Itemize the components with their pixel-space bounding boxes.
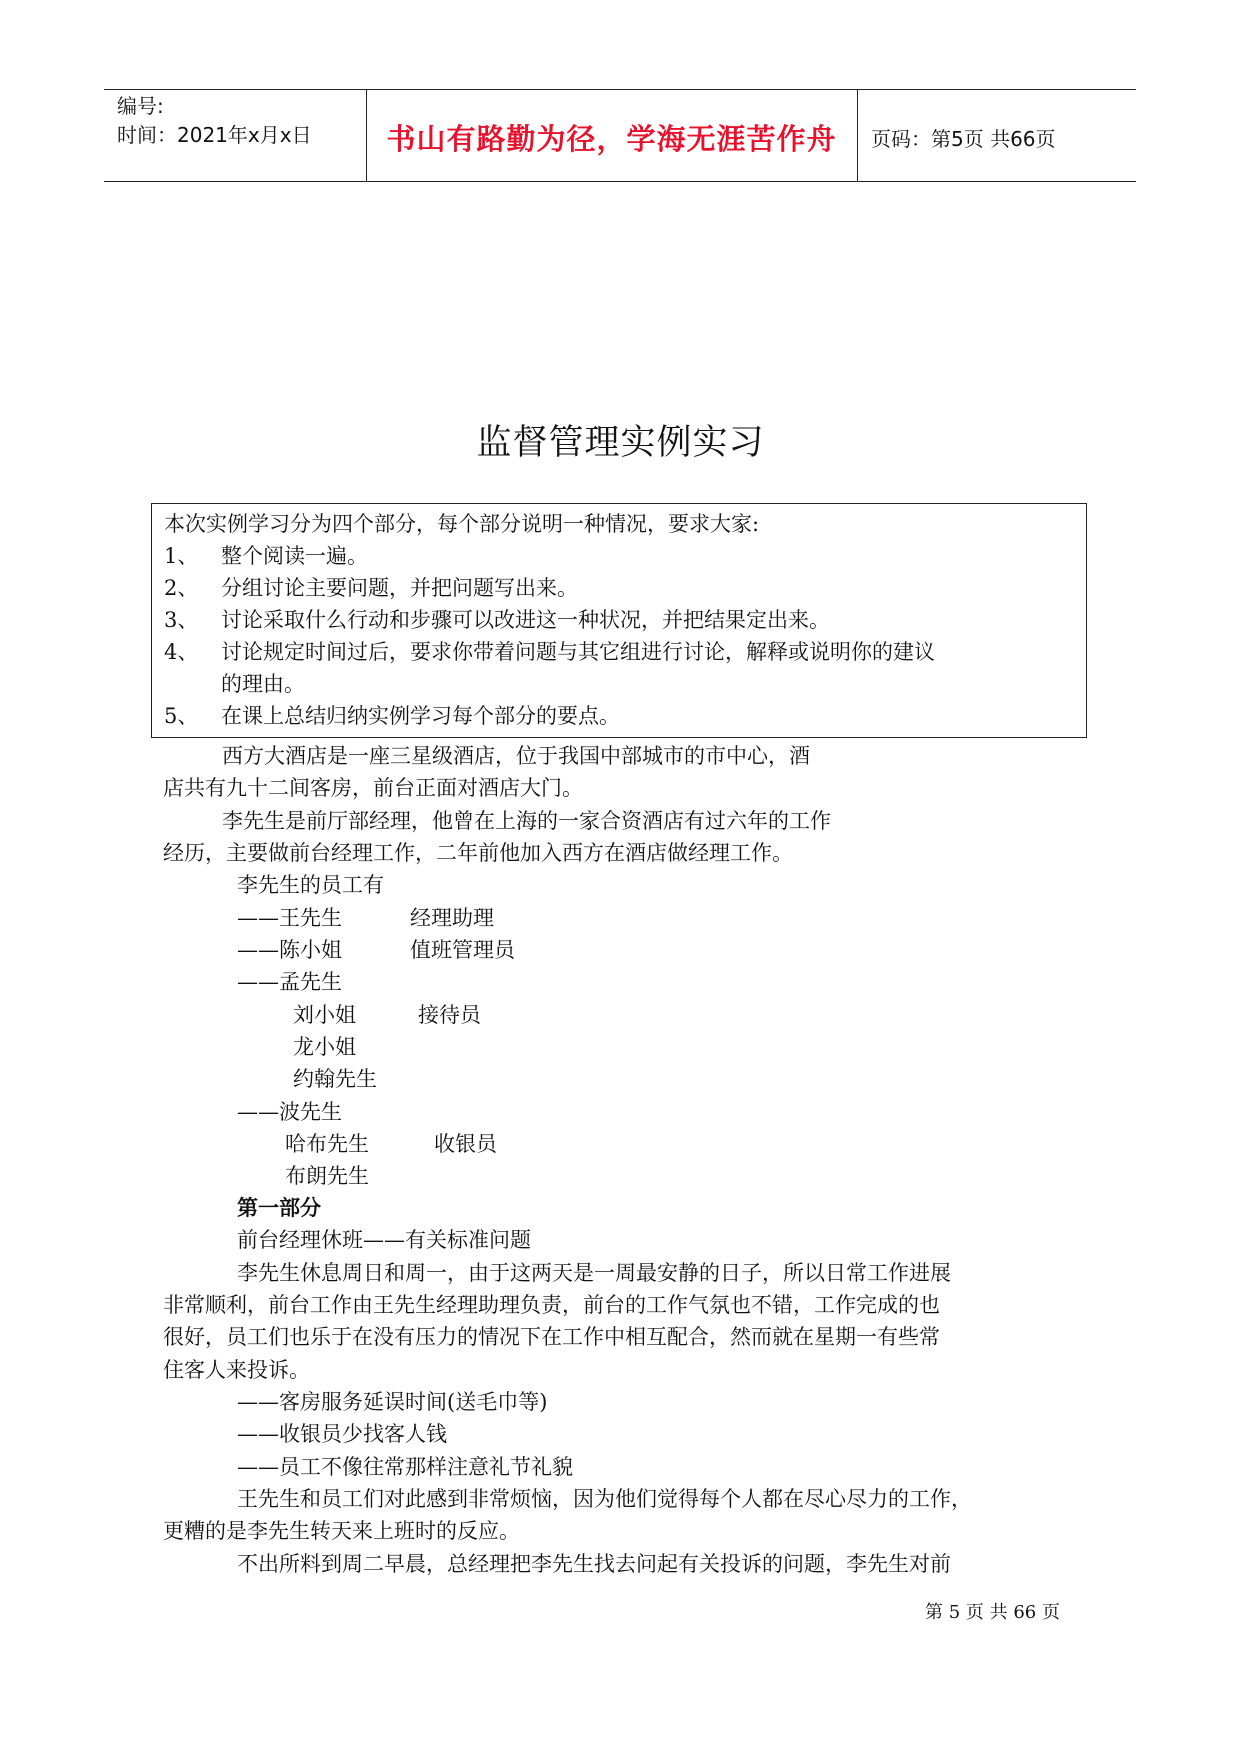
header-motto: 书山有路勤为径，学海无涯苦作舟 xyxy=(386,122,837,156)
staff-name: ——孟先生 xyxy=(237,970,342,994)
header-bottom-rule xyxy=(104,181,1136,182)
document-title: 监督管理实例实习 xyxy=(476,423,765,463)
complaint-item: ——员工不像往常那样注意礼节礼貌 xyxy=(237,1455,573,1479)
staff-role: 接待员 xyxy=(418,1003,481,1027)
staff-name: ——陈小姐 xyxy=(237,938,342,962)
instruction-number: 4、 xyxy=(164,640,199,664)
section-subtitle: 前台经理休班——有关标准问题 xyxy=(237,1228,531,1252)
paragraph-line: 不出所料到周二早晨，总经理把李先生找去问起有关投诉的问题，李先生对前 xyxy=(237,1552,951,1576)
paragraph-line: 李先生休息周日和周一，由于这两天是一周最安静的日子，所以日常工作进展 xyxy=(237,1261,951,1285)
paragraph-line: 住客人来投诉。 xyxy=(163,1358,310,1382)
section-heading: 第一部分 xyxy=(237,1196,321,1220)
header-time-label: 时间：2021年x月x日 xyxy=(117,123,312,147)
header-top-rule xyxy=(104,89,1136,90)
instruction-number: 2、 xyxy=(164,576,199,600)
staff-name: 约翰先生 xyxy=(293,1067,377,1091)
instruction-text: 在课上总结归纳实例学习每个部分的要点。 xyxy=(221,704,620,728)
instructions-box xyxy=(151,503,1087,738)
staff-name: 布朗先生 xyxy=(285,1164,369,1188)
staff-name: 哈布先生 xyxy=(285,1132,369,1156)
staff-name: ——波先生 xyxy=(237,1100,342,1124)
instruction-number: 1、 xyxy=(164,544,199,568)
paragraph-line: 经历，主要做前台经理工作，二年前他加入西方在酒店做经理工作。 xyxy=(163,841,793,865)
paragraph-line: 李先生是前厅部经理，他曾在上海的一家合资酒店有过六年的工作 xyxy=(222,809,831,833)
paragraph-line: 西方大酒店是一座三星级酒店，位于我国中部城市的市中心，酒 xyxy=(222,744,810,768)
staff-intro: 李先生的员工有 xyxy=(237,873,384,897)
staff-role: 收银员 xyxy=(434,1132,497,1156)
paragraph-line: 更糟的是李先生转天来上班时的反应。 xyxy=(163,1519,520,1543)
header-page-label: 页码：第5页 共66页 xyxy=(871,127,1056,151)
complaint-item: ——收银员少找客人钱 xyxy=(237,1422,447,1446)
page-footer: 第 5 页 共 66 页 xyxy=(925,1602,1060,1623)
instruction-text-continued: 的理由。 xyxy=(221,672,305,696)
header-number-label: 编号: xyxy=(117,94,164,118)
instruction-number: 5、 xyxy=(164,704,199,728)
staff-name: 刘小姐 xyxy=(293,1003,356,1027)
instructions-intro: 本次实例学习分为四个部分，每个部分说明一种情况，要求大家: xyxy=(164,512,760,536)
instruction-text: 讨论规定时间过后，要求你带着问题与其它组进行讨论，解释或说明你的建议 xyxy=(221,640,935,664)
instruction-text: 分组讨论主要问题，并把问题写出来。 xyxy=(221,576,578,600)
header-meta xyxy=(117,92,312,150)
paragraph-line: 店共有九十二间客房，前台正面对酒店大门。 xyxy=(163,776,583,800)
instruction-text: 整个阅读一遍。 xyxy=(221,544,368,568)
instruction-text: 讨论采取什么行动和步骤可以改进这一种状况，并把结果定出来。 xyxy=(221,608,830,632)
staff-role: 值班管理员 xyxy=(410,938,515,962)
header-divider-right xyxy=(857,90,858,182)
staff-name: 龙小姐 xyxy=(293,1035,356,1059)
instruction-number: 3、 xyxy=(164,608,199,632)
staff-role: 经理助理 xyxy=(410,906,494,930)
paragraph-line: 王先生和员工们对此感到非常烦恼，因为他们觉得每个人都在尽心尽力的工作， xyxy=(237,1487,972,1511)
staff-name: ——王先生 xyxy=(237,906,342,930)
complaint-item: ——客房服务延误时间(送毛巾等) xyxy=(237,1390,548,1414)
paragraph-line: 非常顺利，前台工作由王先生经理助理负责，前台的工作气氛也不错，工作完成的也 xyxy=(163,1293,940,1317)
paragraph-line: 很好，员工们也乐于在没有压力的情况下在工作中相互配合，然而就在星期一有些常 xyxy=(163,1325,940,1349)
